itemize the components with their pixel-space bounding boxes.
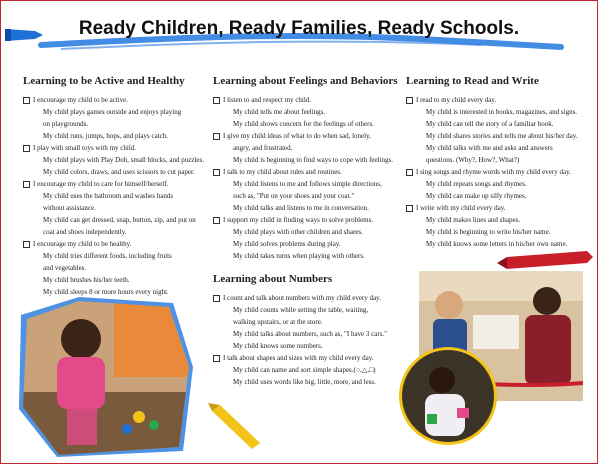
- section-read-write: [406, 75, 591, 250]
- checkbox[interactable]: [213, 295, 220, 302]
- header-decoration: [1, 1, 598, 81]
- checkbox[interactable]: [213, 169, 220, 176]
- checklist-item: I give my child ideas of what to do when sad, lonely, angry, and frustrated. My child is beginning to find ways to cope with feelings.: [213, 130, 398, 166]
- checklist-item: I encourage my child to be healthy. My child tries different foods, including fruits and vegetables. My child brushes his/her teeth. My child sleeps 8 or more hours every night.: [23, 238, 203, 298]
- section-feelings-behaviors: [213, 75, 398, 262]
- girl-playing-photo: [19, 297, 195, 457]
- page-title: Ready Children, Ready Families, Ready Schools.: [78, 18, 520, 39]
- section-active-healthy: [23, 75, 203, 298]
- checklist-item: I support my child in finding ways to solve problems. My child plays with other children and shares. My child solves problems during play. My child takes turns when playing with others.: [213, 214, 398, 262]
- girl-building-photo: [397, 346, 499, 446]
- checkbox[interactable]: [406, 169, 413, 176]
- checkbox[interactable]: [23, 181, 30, 188]
- checkbox[interactable]: [213, 355, 220, 362]
- section-heading: Learning about Numbers: [213, 273, 333, 285]
- section-heading: Learning to be Active and Healthy: [23, 75, 185, 87]
- checklist-item: I write with my child every day. My child makes lines and shapes. My child is beginning to write his/her name. My child knows some letters in his/her own name.: [406, 202, 591, 250]
- checkbox[interactable]: [23, 145, 30, 152]
- checklist-item: I count and talk about numbers with my child every day. My child counts while setting the table, waiting, walking upstairs, or at the store. My child talks about numbers, such as, "I have 3 cars." My child knows some numbers.: [213, 292, 398, 352]
- checkbox[interactable]: [213, 217, 220, 224]
- checklist-item: I encourage my child to be active. My child plays games outside and enjoys playing on playgrounds. My child runs, jumps, hops, and plays catch.: [23, 94, 203, 142]
- checkbox[interactable]: [23, 97, 30, 104]
- checklist-item: I talk to my child about rules and routines. My child listens to me and follows simple directions, such as, "Put on your shoes and your coat." My child talks and listens to me in conversation.: [213, 166, 398, 214]
- yellow-crayon-icon: [206, 403, 266, 453]
- checkbox[interactable]: [406, 97, 413, 104]
- section-numbers: [213, 273, 398, 388]
- checklist-item: I read to my child every day. My child is interested in books, magazines, and signs. My child can tell the story of a familiar book. My child shares stories and tells me about his/her day. My child talks with me and asks and answers questions. (Why?, How?, What?): [406, 94, 591, 166]
- checkbox[interactable]: [213, 97, 220, 104]
- checklist-item: I sing songs and rhyme words with my child every day. My child repeats songs and rhymes. My child can make up silly rhymes.: [406, 166, 591, 202]
- checkbox[interactable]: [213, 133, 220, 140]
- checklist-item: I play with small toys with my child. My child plays with Play Doh, small blocks, and puzzles. My child colors, draws, and uses scissors to cut paper.: [23, 142, 203, 178]
- checkbox[interactable]: [406, 205, 413, 212]
- checklist-item: I encourage my child to care for himself/herself. My child uses the bathroom and washes hands without assistance. My child can get dressed, snap, button, zip, and put on coat and shoes independently.: [23, 178, 203, 238]
- checklist-item: I talk about shapes and sizes with my child every day. My child can name and sort simple shapes.(○,△,□) My child uses words like big, little, more, and less.: [213, 352, 398, 388]
- section-heading: Learning about Feelings and Behaviors: [213, 75, 398, 87]
- checklist-item: I listen to and respect my child. My child tells me about feelings. My child shows concern for the feelings of others.: [213, 94, 398, 130]
- checkbox[interactable]: [23, 241, 30, 248]
- section-heading: Learning to Read and Write: [406, 75, 539, 87]
